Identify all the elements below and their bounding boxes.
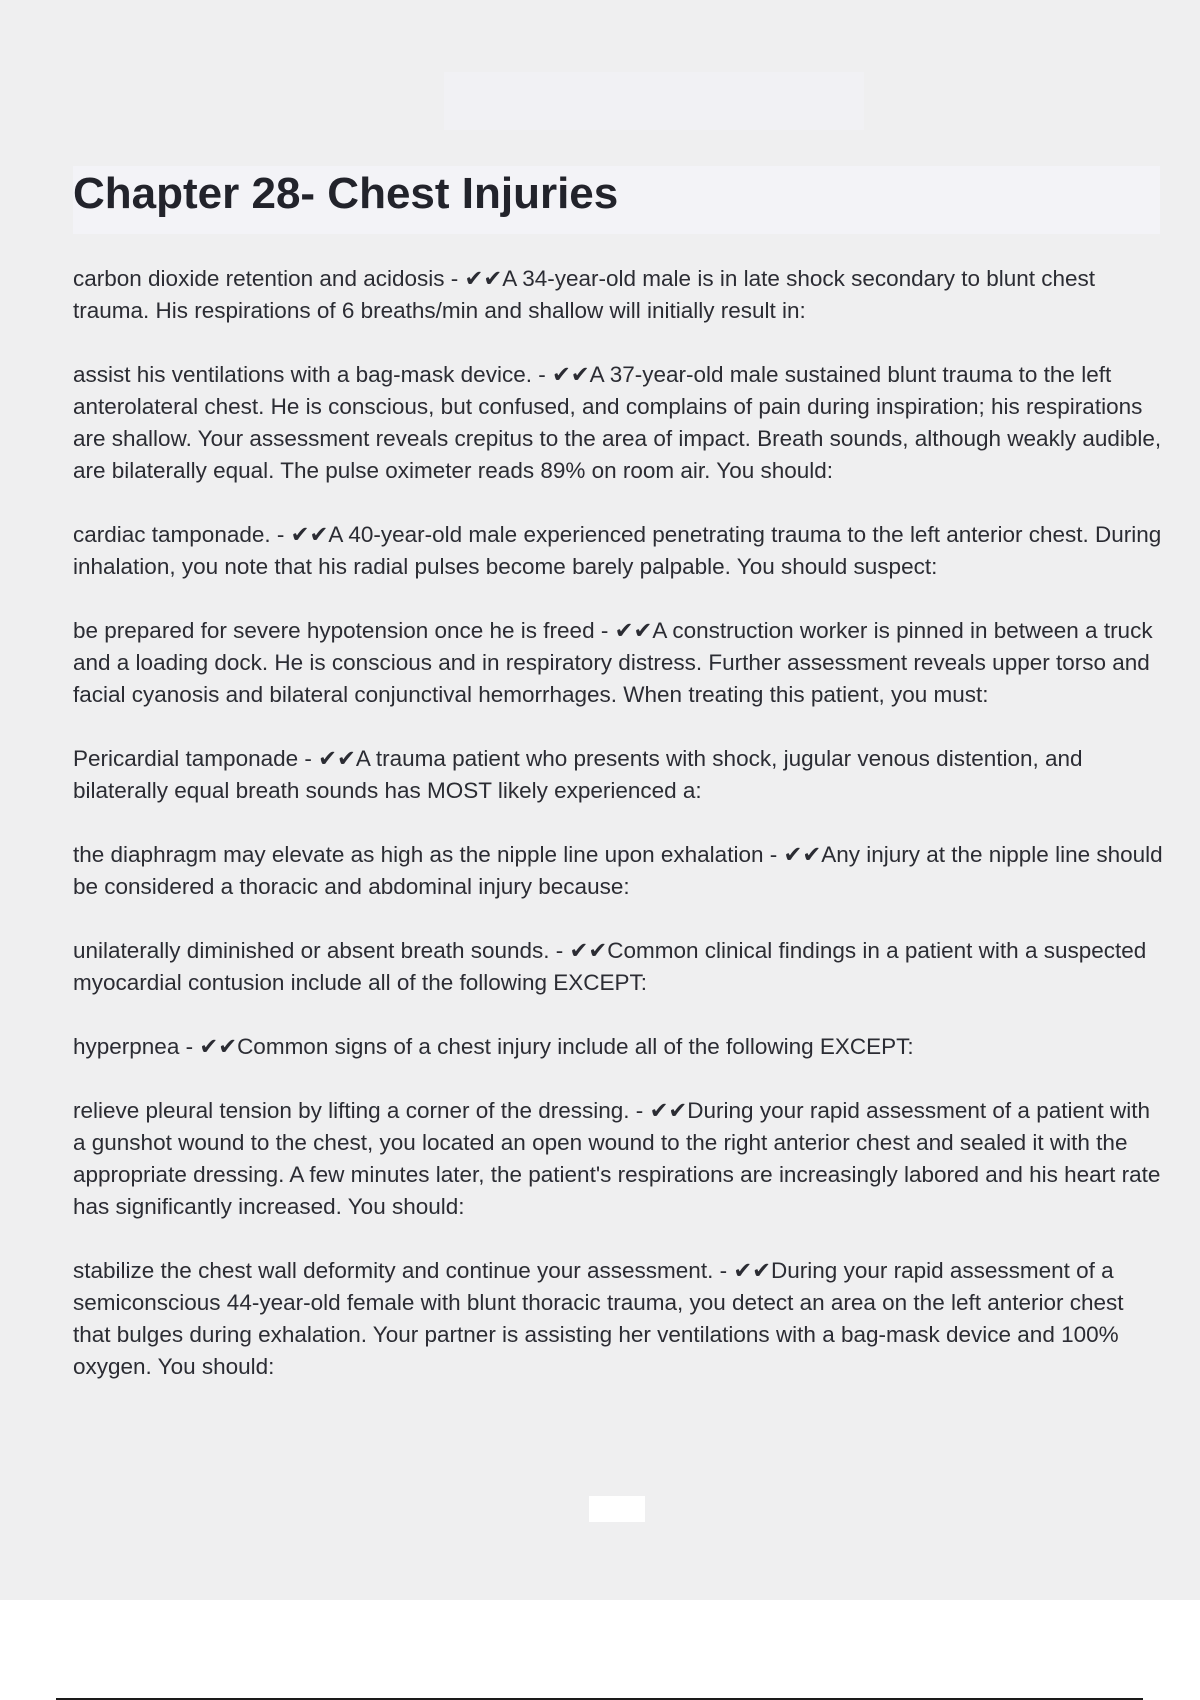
qa-entry <box>73 1031 1165 1063</box>
qa-entry <box>73 615 1165 711</box>
check-icon: ✔✔ <box>783 842 822 867</box>
answer-text: the diaphragm may elevate as high as the nipple line upon exhalation - <box>73 842 784 867</box>
qa-entry <box>73 1095 1165 1223</box>
qa-entry <box>73 519 1165 583</box>
answer-text: Pericardial tamponade - <box>73 746 319 771</box>
question-text: Common clinical findings in a patient with a suspected myocardial contusion include all of the following EXCEPT: <box>73 938 1147 995</box>
check-icon: ✔✔ <box>733 1258 772 1283</box>
check-icon: ✔✔ <box>614 618 653 643</box>
check-icon: ✔✔ <box>290 522 329 547</box>
question-text: During your rapid assessment of a semiconscious 44-year-old female with blunt thoracic trauma, you detect an area on the left anterior chest that bulges during exhalation. Your partner is assisting her ventilations with a bag-mask device and 100% oxygen. You should: <box>73 1258 1124 1379</box>
check-icon: ✔✔ <box>569 938 608 963</box>
check-icon: ✔✔ <box>551 362 590 387</box>
question-text: During your rapid assessment of a patient with a gunshot wound to the chest, you located an open wound to the right anterior chest and sealed it with the appropriate dressing. A few minutes later, the patient's respirations are increasingly labored and his heart rate has significantly increased. You should: <box>73 1098 1161 1219</box>
answer-text: stabilize the chest wall deformity and continue your assessment. - <box>73 1258 734 1283</box>
qa-entry <box>73 935 1165 999</box>
answer-text: unilaterally diminished or absent breath sounds. - <box>73 938 570 963</box>
qa-entry <box>73 359 1165 487</box>
qa-entry <box>73 263 1165 327</box>
question-text: A 34-year-old male is in late shock secondary to blunt chest trauma. His respirations of 6 breaths/min and shallow will initially result in: <box>73 266 1096 323</box>
check-icon: ✔✔ <box>649 1098 688 1123</box>
qa-list <box>73 263 1165 1415</box>
answer-text: carbon dioxide retention and acidosis - <box>73 266 465 291</box>
question-text: A 40-year-old male experienced penetrating trauma to the left anterior chest. During inhalation, you note that his radial pulses become barely palpable. You should suspect: <box>73 522 1162 579</box>
check-icon: ✔✔ <box>318 746 356 771</box>
answer-text: be prepared for severe hypotension once he is freed - <box>73 618 615 643</box>
answer-text: assist his ventilations with a bag-mask device. - <box>73 362 552 387</box>
header-placeholder <box>444 72 864 130</box>
check-icon: ✔✔ <box>199 1034 238 1059</box>
answer-text: hyperpnea - <box>73 1034 200 1059</box>
page-number-placeholder <box>589 1496 645 1522</box>
question-text: A trauma patient who presents with shock, jugular venous distention, and bilaterally equal breath sounds has MOST likely experienced a: <box>73 746 1083 803</box>
qa-entry <box>73 839 1165 903</box>
page-title: Chapter 28- Chest Injuries <box>73 169 619 218</box>
qa-entry <box>73 743 1165 807</box>
qa-entry <box>73 1255 1165 1383</box>
answer-text: cardiac tamponade. - <box>73 522 291 547</box>
question-text: Any injury at the nipple line should be considered a thoracic and abdominal injury because: <box>73 842 1163 899</box>
question-text: Common signs of a chest injury include all of the following EXCEPT: <box>237 1034 914 1059</box>
check-icon: ✔✔ <box>464 266 503 291</box>
question-text: A 37-year-old male sustained blunt trauma to the left anterolateral chest. He is conscious, but confused, and complains of pain during inspiration; his respirations are shallow. Your assessment reveals crepitus to the area of impact. Breath sounds, although weakly audible, are bilaterally equal. The pulse oximeter reads 89% on room air. You should: <box>73 362 1162 483</box>
answer-text: relieve pleural tension by lifting a corner of the dressing. - <box>73 1098 650 1123</box>
question-text: A construction worker is pinned in between a truck and a loading dock. He is conscious and in respiratory distress. Further assessment reveals upper torso and facial cyanosis and bilateral conjunctival hemorrhages. When treating this patient, you must: <box>73 618 1153 707</box>
